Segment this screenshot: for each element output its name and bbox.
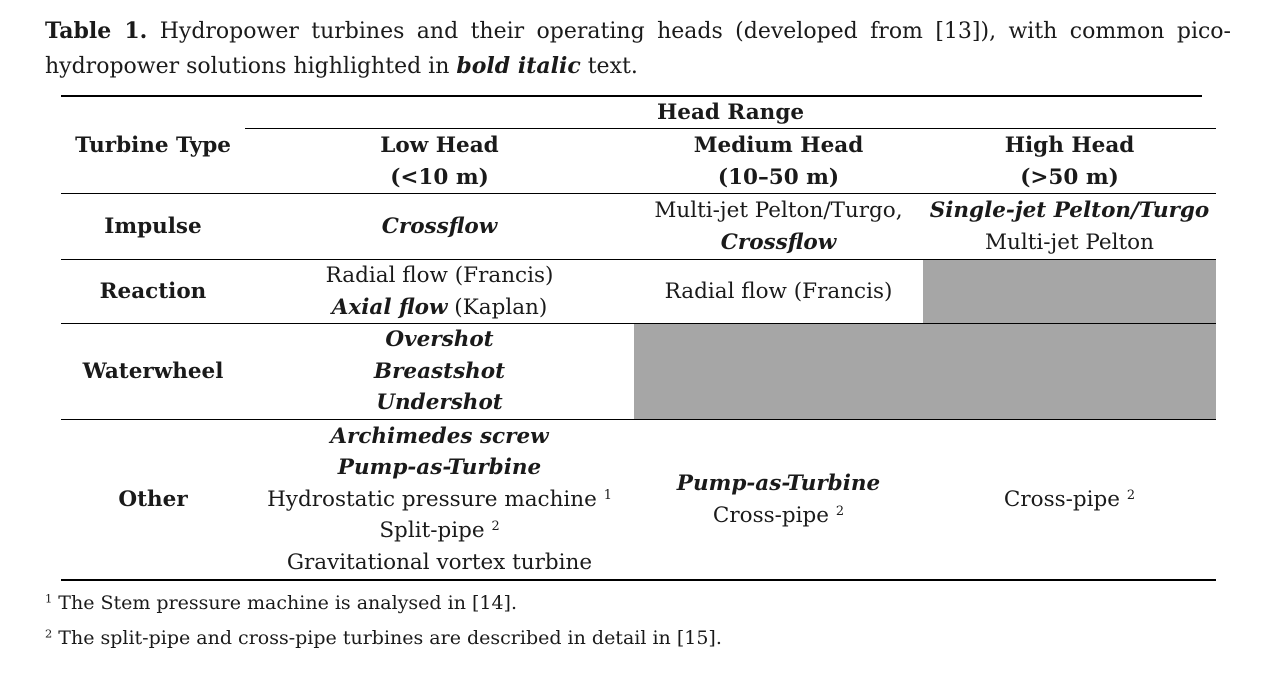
footnote-1-mark: 1: [45, 591, 53, 606]
high-head-range: (>50 m): [1020, 164, 1119, 190]
waterwheel-low-cell: [245, 324, 634, 419]
reaction-low-cell: [245, 260, 634, 323]
row-label-waterwheel: [61, 324, 245, 419]
row-label-reaction: [61, 260, 245, 323]
header-head-range: [245, 97, 1216, 128]
impulse-low-cell: [245, 194, 634, 259]
high-head-title: High Head: [1004, 133, 1135, 158]
other-low-cell: [245, 420, 634, 579]
footnote-2: [45, 626, 722, 650]
impulse-high-line1: Single-jet Pelton/Turgo: [929, 198, 1210, 223]
impulse-medium-cell: [634, 194, 923, 259]
row-label-other: [61, 420, 245, 579]
other-medium-line2: [713, 500, 844, 532]
reaction-low-line2-emph: Axial flow: [331, 294, 448, 320]
medium-head-title: Medium Head: [693, 133, 864, 158]
reaction-low-line1: Radial flow (Francis): [325, 263, 554, 288]
other-low-line1: Archimedes screw: [330, 423, 549, 449]
caption-text-before: Hydropower turbines and their operating heads (developed from [13]), with common pico-hydropower solutions highlighted in: [45, 19, 1231, 79]
footnote-ref-1: 1: [603, 487, 612, 503]
header-head-range-text: Head Range: [656, 99, 805, 125]
header-turbine-type-text: Turbine Type: [75, 133, 231, 159]
impulse-medium-line1: Multi-jet Pelton/Turgo,: [654, 198, 903, 223]
reaction-medium-cell: [634, 260, 923, 323]
waterwheel-low-line2: Breastshot: [373, 358, 506, 384]
header-turbine-type: [61, 130, 245, 162]
footnote-2-mark: 2: [45, 626, 53, 641]
waterwheel-label-text: Waterwheel: [82, 358, 224, 384]
low-head-title: Low Head: [380, 133, 499, 158]
waterwheel-low-line3: Undershot: [376, 390, 503, 416]
empty-cell-waterwheel-medium-high: [634, 324, 1216, 419]
empty-cell-reaction-high: [923, 260, 1216, 323]
other-low-line3-text: Hydrostatic pressure machine: [267, 486, 597, 512]
reaction-label-text: Reaction: [99, 278, 207, 304]
impulse-high-line2: Multi-jet Pelton: [985, 229, 1154, 255]
other-high-text: Cross-pipe: [1003, 486, 1121, 512]
impulse-label-text: Impulse: [104, 213, 202, 239]
low-head-range: (<10 m): [390, 164, 489, 190]
header-low-head: [245, 130, 634, 193]
header-high-head: [923, 130, 1216, 193]
footnote-ref-2: 2: [491, 519, 500, 535]
footnote-ref-2: 2: [835, 503, 845, 519]
medium-head-range: (10–50 m): [717, 164, 840, 190]
reaction-low-line2: [332, 292, 548, 324]
other-low-line4-text: Split-pipe: [379, 518, 485, 544]
other-low-line5: Gravitational vortex turbine: [286, 549, 593, 575]
footnote-1: [45, 591, 517, 615]
caption-text-after: text.: [580, 54, 638, 79]
footnote-1-text: The Stem pressure machine is analysed in [14].: [52, 592, 518, 614]
other-high-cell: [923, 420, 1216, 579]
other-label-text: Other: [118, 486, 188, 512]
impulse-high-cell: [923, 194, 1216, 259]
other-low-line2: Pump-as-Turbine: [337, 455, 542, 481]
other-medium-line2-text: Cross-pipe: [712, 502, 830, 528]
footnote-2-text: The split-pipe and cross-pipe turbines are described in detail in [15].: [52, 627, 722, 649]
other-low-line3: [267, 484, 612, 516]
reaction-low-line2-rest: (Kaplan): [447, 294, 548, 320]
other-medium-cell: [634, 420, 923, 579]
row-label-impulse: [61, 194, 245, 259]
header-medium-head: [634, 130, 923, 193]
other-high-line: [1004, 484, 1135, 516]
footnote-ref-2: 2: [1126, 487, 1136, 503]
other-low-line4: [379, 515, 499, 547]
reaction-medium-text: Radial flow (Francis): [664, 278, 893, 304]
impulse-medium-line2: Crossflow: [720, 229, 837, 255]
impulse-low-text: Crossflow: [381, 213, 498, 239]
caption-emphasis: bold italic: [456, 53, 581, 79]
table-label: Table 1.: [45, 18, 148, 44]
other-medium-line1: Pump-as-Turbine: [676, 471, 881, 496]
table-caption: [45, 14, 1231, 84]
bottom-rule: [61, 579, 1216, 581]
waterwheel-low-line1: Overshot: [385, 327, 494, 353]
